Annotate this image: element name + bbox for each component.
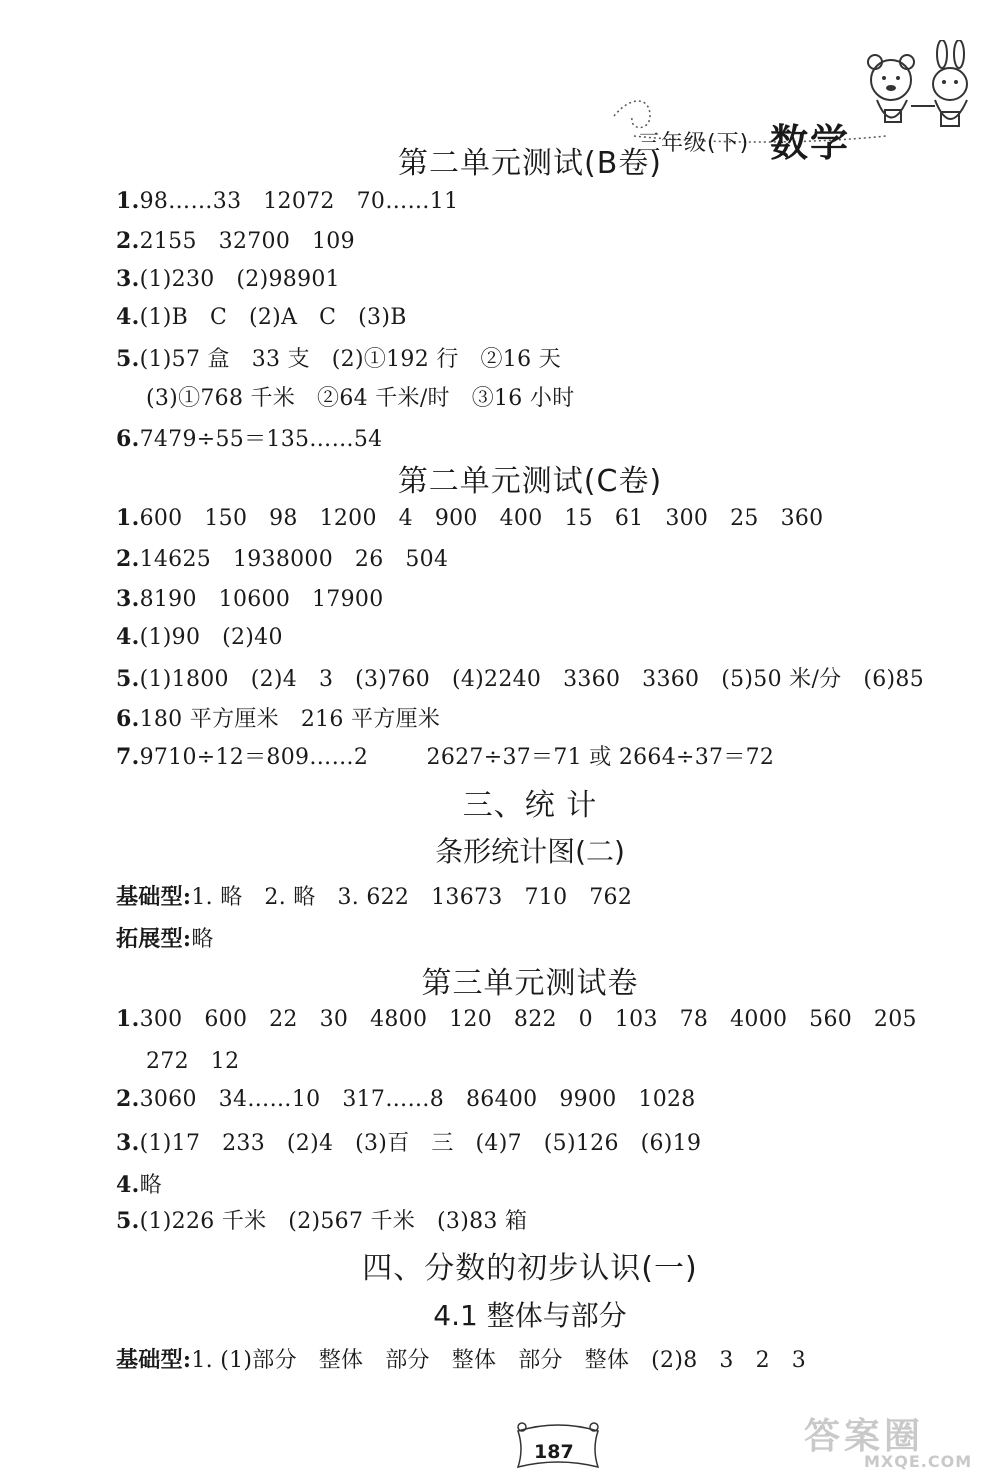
chapter-title-fractions: 四、分数的初步认识(一) (362, 1251, 698, 1286)
watermark-text: 答案圈 (804, 1416, 925, 1457)
answer-line: 7.9710÷12＝809……2 2627÷37＝71 或 2664÷37＝72 (116, 744, 775, 770)
subject-label: 数学 (770, 121, 851, 165)
answer-line: (3)①768 千米 ②64 千米/时 ③16 小时 (146, 386, 575, 411)
page-number-badge (508, 1415, 608, 1475)
answer-line: 5.(1)57 盒 33 支 (2)①192 行 ②16 天 (116, 346, 561, 372)
answer-line: 2.14625 1938000 26 504 (116, 546, 449, 572)
section-title-unit3-test: 第三单元测试卷 (421, 966, 639, 1001)
answer-line: 2.2155 32700 109 (116, 228, 355, 254)
answer-line: 3.(1)230 (2)98901 (116, 266, 340, 292)
answer-line: 5.(1)1800 (2)4 3 (3)760 (4)2240 3360 3360 (5)50 米/分 (6)85 (116, 666, 925, 692)
page-header (590, 40, 990, 165)
site-watermark (800, 1408, 990, 1474)
grade-label: 三年级(下) (638, 131, 750, 156)
answer-line: 4.略 (116, 1172, 162, 1198)
section-title-bar-chart: 条形统计图(二) (435, 835, 625, 868)
page-number: 187 (534, 1441, 574, 1463)
answer-line: 6.7479÷55＝135……54 (116, 426, 383, 452)
bear-rabbit-mascot-icon (855, 40, 990, 150)
answer-line: 6.180 平方厘米 216 平方厘米 (116, 706, 441, 732)
answer-line: 1.300 600 22 30 4800 120 822 0 103 78 4000 560 205 (116, 1006, 917, 1032)
section-title-whole-and-part: 4.1 整体与部分 (433, 1299, 627, 1332)
answer-line: 1.98……33 12072 70……11 (116, 188, 459, 214)
answer-line: 3.8190 10600 17900 (116, 586, 384, 612)
watermark-url: MXQE.COM (864, 1452, 973, 1471)
answer-line: 3.(1)17 233 (2)4 (3)百 三 (4)7 (5)126 (6)19 (116, 1130, 702, 1156)
section-title-unit2-c: 第二单元测试(C卷) (397, 464, 663, 499)
section-title-unit2-b: 第二单元测试(B卷) (398, 146, 662, 181)
answer-line: 2.3060 34……10 317……8 86400 9900 1028 (116, 1086, 696, 1112)
answer-line: 拓展型:略 (116, 926, 214, 952)
chapter-title-statistics: 三、统 计 (462, 788, 598, 823)
answer-line: 基础型:1. 略 2. 略 3. 622 13673 710 762 (116, 884, 633, 910)
answer-line: 4.(1)B C (2)A C (3)B (116, 304, 407, 330)
answer-line: 4.(1)90 (2)40 (116, 624, 283, 650)
answer-line: 272 12 (146, 1049, 240, 1074)
answer-line: 基础型:1. (1)部分 整体 部分 整体 部分 整体 (2)8 3 2 3 (116, 1347, 807, 1373)
answer-line: 1.600 150 98 1200 4 900 400 15 61 300 25 360 (116, 505, 824, 531)
answer-line: 5.(1)226 千米 (2)567 千米 (3)83 箱 (116, 1208, 528, 1234)
